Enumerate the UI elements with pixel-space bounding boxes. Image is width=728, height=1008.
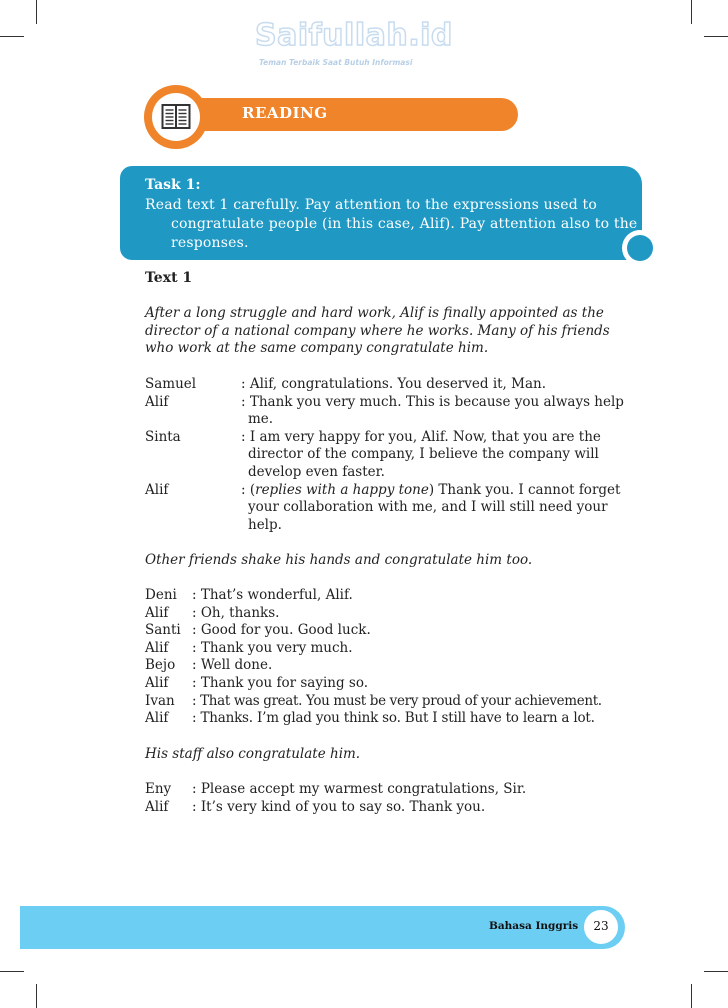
line: : Thank you for saying so.	[192, 674, 369, 691]
text-title: Text 1	[145, 270, 193, 286]
speaker: Alif	[145, 481, 169, 498]
intro-narration: After a long struggle and hard work, Alif is finally appointed as the director of a national company where he works. Many of his friends who work at the same company congratulate him.	[145, 305, 610, 357]
speaker: Sinta	[145, 428, 181, 445]
dialogue-line	[145, 622, 625, 640]
line: : Please accept my warmest congratulations, Sir.	[192, 781, 527, 797]
narration-2: Other friends shake his hands and congratulate him too.	[145, 552, 533, 568]
dialogue-block-2	[145, 587, 625, 728]
stage-direction: replies with a happy tone	[255, 481, 429, 498]
dialogue-line	[145, 675, 625, 693]
dialogue-line	[145, 605, 625, 623]
dialogue-line	[145, 376, 625, 394]
line-prefix: : (	[241, 481, 256, 498]
speaker: Alif	[145, 393, 169, 410]
speaker: Bejo	[145, 657, 176, 674]
narration-3: His staff also congratulate him.	[145, 746, 361, 762]
section-title: READING	[242, 104, 328, 122]
dialogue-block-1	[145, 376, 625, 534]
line: : Thanks. I’m glad you think so. But I still have to learn a lot.	[192, 710, 595, 727]
speaker: Santi	[145, 622, 181, 639]
watermark-tagline: Teman Terbaik Saat Butuh Informasi	[259, 58, 413, 67]
crop-mark	[0, 971, 24, 972]
dialogue-line	[145, 429, 625, 482]
line: : Alif, congratulations. You deserved it, Man.	[241, 376, 546, 392]
page-number: 23	[593, 919, 609, 933]
line: : That was great. You must be very proud of your achievement.	[192, 692, 602, 709]
crop-mark	[704, 971, 728, 972]
task-instruction: Read text 1 carefully. Pay attention to the expressions used to congratulate people (in this case, Alif). Pay attention also to the responses.	[145, 197, 638, 251]
line: : Well done.	[192, 657, 273, 674]
speaker: Alif	[145, 604, 169, 621]
task-title: Task 1:	[145, 177, 201, 193]
speaker: Alif	[145, 798, 169, 815]
crop-mark	[36, 0, 37, 24]
speaker: Ivan	[145, 692, 175, 709]
dialogue-line	[145, 394, 625, 429]
dialogue-line	[145, 640, 625, 658]
line: : Oh, thanks.	[192, 604, 280, 621]
line: : I am very happy for you, Alif. Now, that you are the director of the company, I believe the company will develop even faster.	[241, 428, 601, 480]
dialogue-line	[145, 482, 625, 535]
crop-mark	[36, 984, 37, 1008]
footer-book-title: Bahasa Inggris	[489, 920, 579, 932]
speaker: Samuel	[145, 376, 197, 392]
speaker: Alif	[145, 639, 169, 656]
dialogue-line	[145, 693, 625, 711]
crop-mark	[691, 984, 692, 1008]
speaker: Eny	[145, 781, 172, 797]
line: : It’s very kind of you to say so. Thank you.	[192, 798, 486, 815]
line: : Thank you very much. This is because you always help me.	[241, 393, 624, 428]
book-icon	[161, 103, 191, 131]
watermark-logo	[255, 18, 475, 78]
speaker: Deni	[145, 587, 177, 603]
dialogue-block-3	[145, 781, 625, 816]
dialogue-line	[145, 657, 625, 675]
crop-mark	[691, 0, 692, 24]
line	[241, 482, 625, 535]
line: : Thank you very much.	[192, 639, 353, 656]
dialogue-line	[145, 710, 625, 728]
line: : Good for you. Good luck.	[192, 622, 371, 639]
crop-mark	[0, 36, 24, 37]
line-suffix: ) Thank you. I cannot forget your collaboration with me, and I will still need your help.	[248, 481, 621, 533]
dialogue-line	[145, 587, 625, 605]
dialogue-line	[145, 781, 625, 799]
speaker: Alif	[145, 674, 169, 691]
crop-mark	[704, 36, 728, 37]
watermark-brand: Saifullah.id	[255, 18, 453, 53]
dialogue-line	[145, 799, 625, 817]
line: : That’s wonderful, Alif.	[192, 587, 353, 603]
speaker: Alif	[145, 710, 169, 727]
